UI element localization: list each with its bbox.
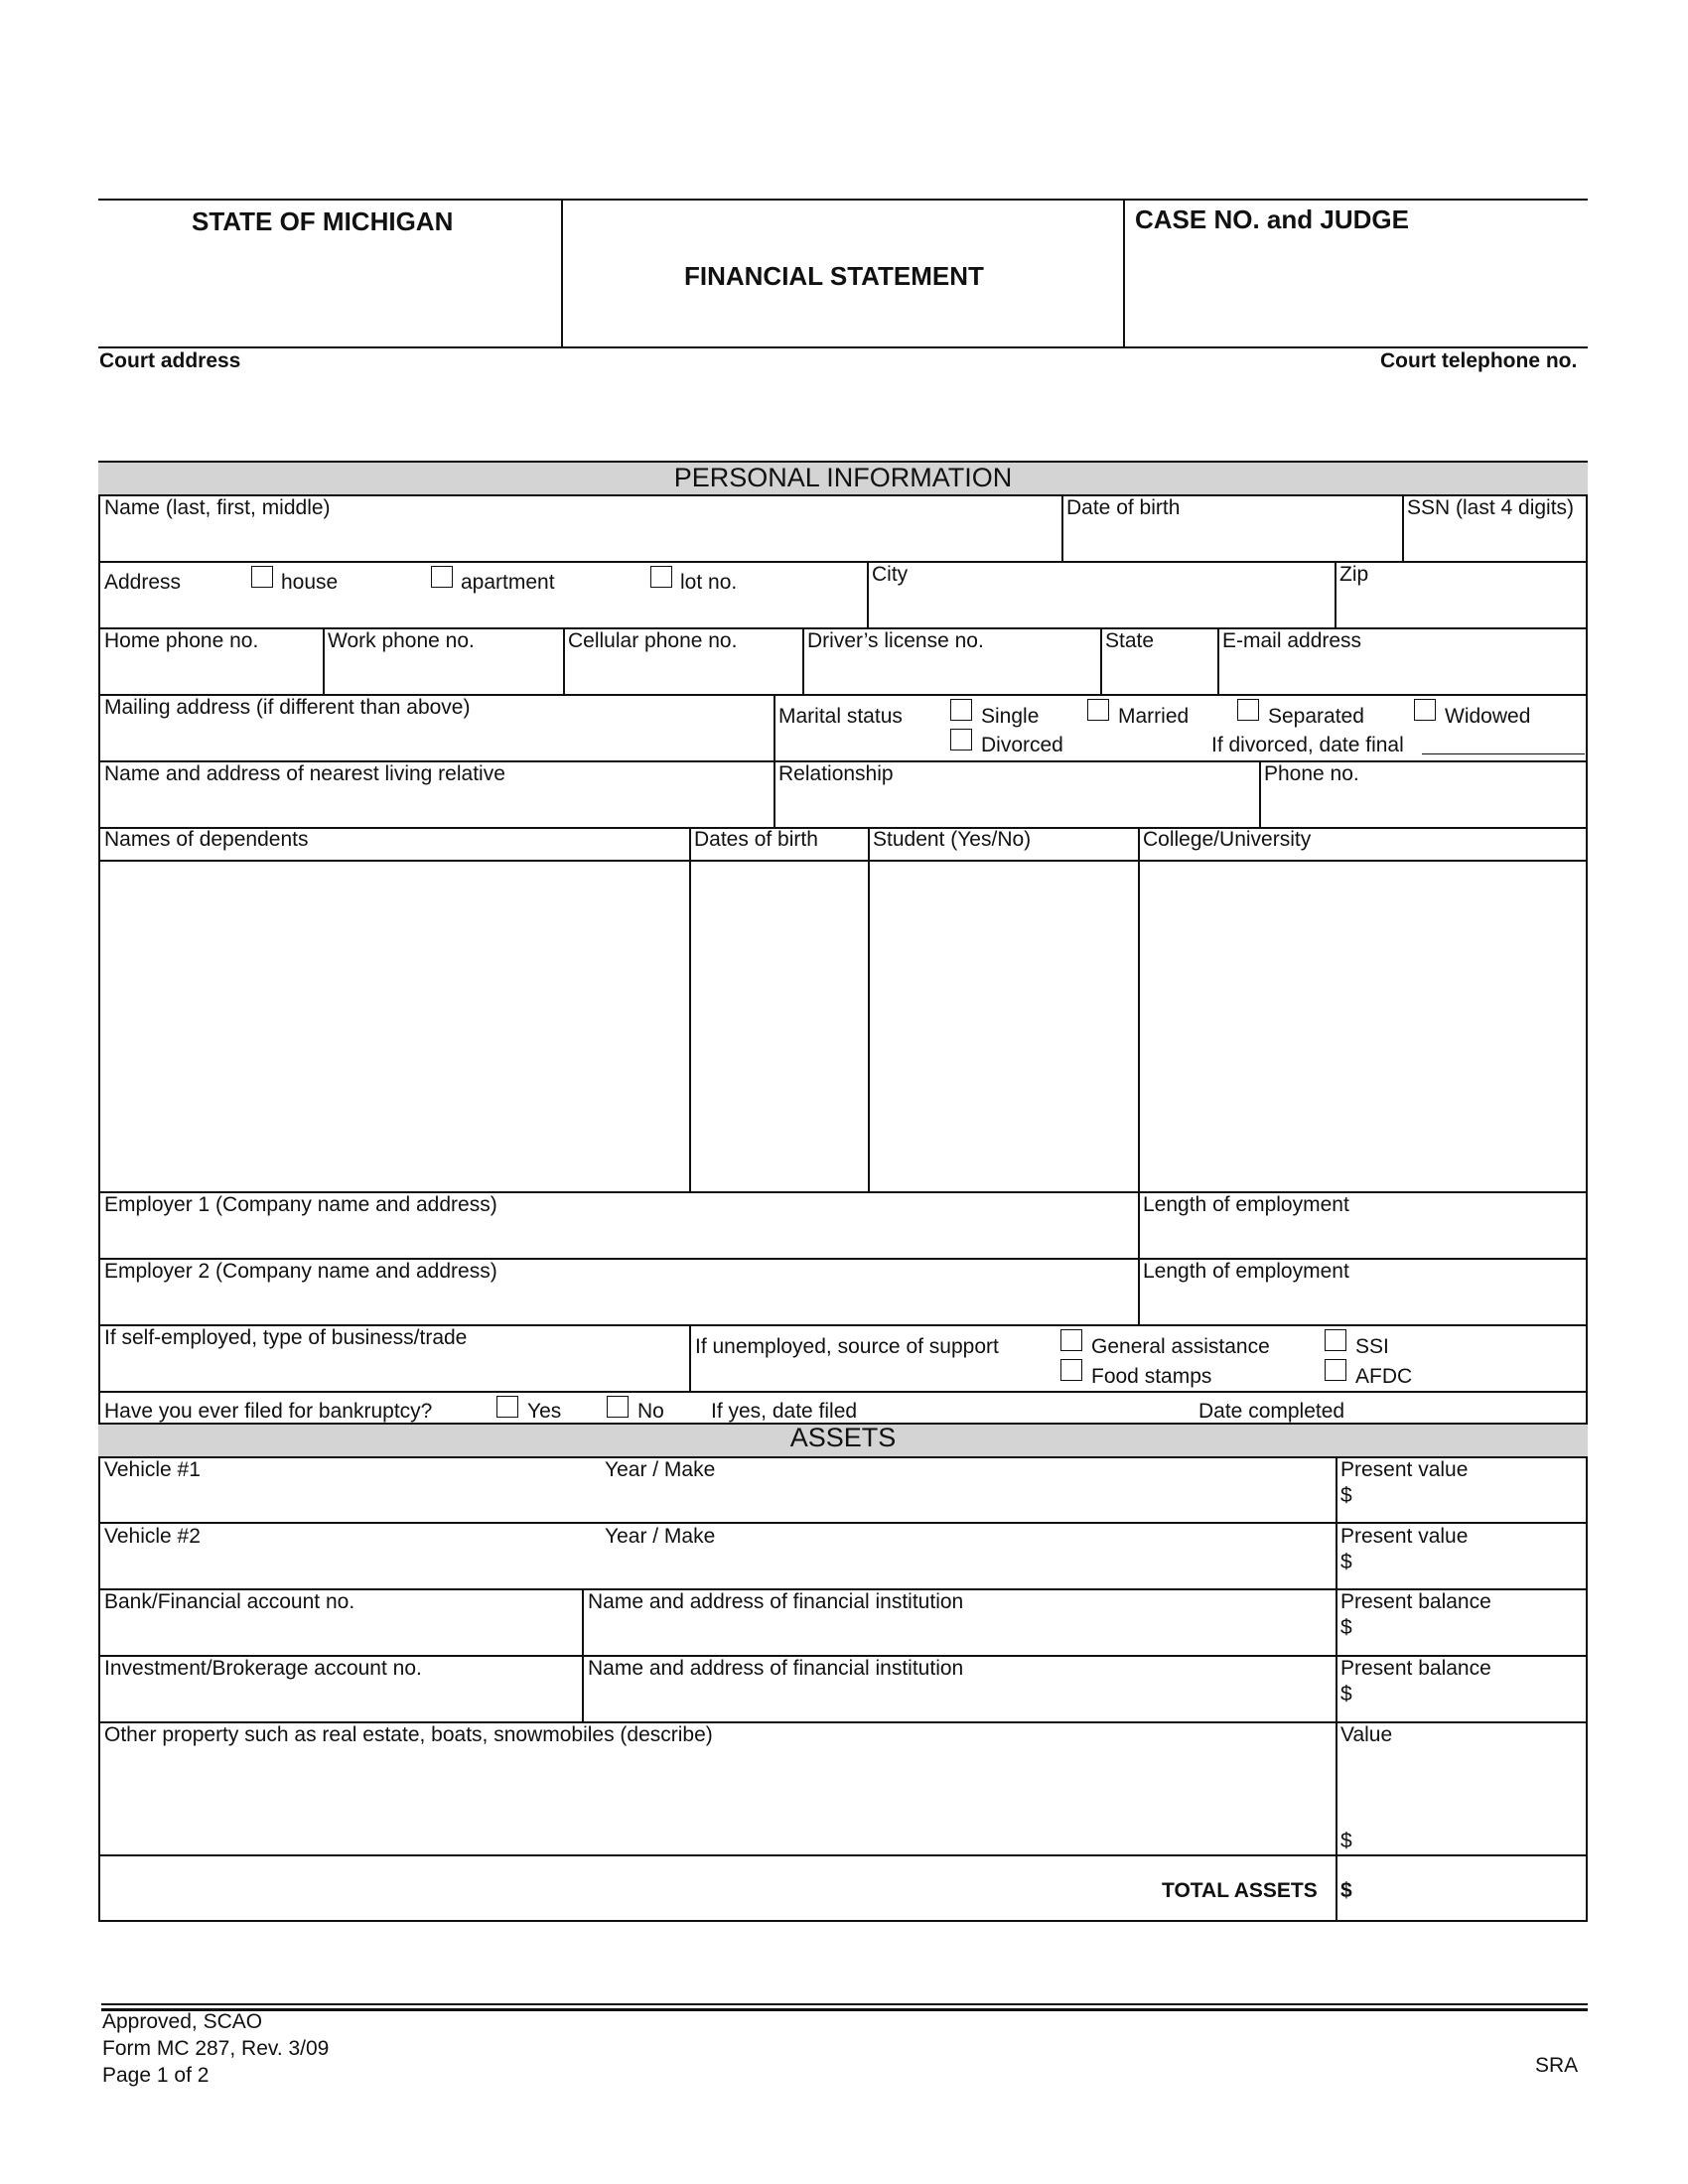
investment-dollar[interactable]: $ <box>1340 1683 1352 1706</box>
home-phone-field[interactable]: Home phone no. <box>104 629 259 652</box>
apartment-label: apartment <box>461 571 555 594</box>
zip-field[interactable]: Zip <box>1339 563 1369 586</box>
vehicle2-field[interactable]: Vehicle #2 <box>104 1525 201 1548</box>
lot-label: lot no. <box>680 571 738 594</box>
relationship-field[interactable]: Relationship <box>778 762 894 785</box>
sra-label: SRA <box>1535 2054 1579 2077</box>
vehicle1-field[interactable]: Vehicle #1 <box>104 1458 201 1481</box>
vehicle2-dollar[interactable]: $ <box>1340 1551 1352 1573</box>
self-employed-field[interactable]: If self-employed, type of business/trade <box>104 1326 468 1349</box>
bankruptcy-label: Have you ever filed for bankruptcy? <box>104 1400 433 1423</box>
divorced-label: Divorced <box>981 734 1063 756</box>
ssi-checkbox[interactable] <box>1325 1329 1346 1351</box>
bank-account-field[interactable]: Bank/Financial account no. <box>104 1590 355 1613</box>
employer1-length-field[interactable]: Length of employment <box>1143 1193 1349 1216</box>
other-property-value-label: Value <box>1340 1723 1393 1746</box>
food-stamps-label: Food stamps <box>1091 1365 1212 1388</box>
work-phone-field[interactable]: Work phone no. <box>328 629 475 652</box>
marital-status-label: Marital status <box>778 705 903 728</box>
cell-phone-field[interactable]: Cellular phone no. <box>568 629 738 652</box>
widowed-label: Widowed <box>1445 705 1531 728</box>
name-field[interactable]: Name (last, first, middle) <box>104 496 331 519</box>
relative-field[interactable]: Name and address of nearest living relative <box>104 762 505 785</box>
total-assets-dollar[interactable]: $ <box>1340 1879 1352 1902</box>
vehicle2-value-label: Present value <box>1340 1525 1469 1548</box>
address-label: Address <box>104 571 182 594</box>
case-judge-label: CASE NO. and JUDGE <box>1135 205 1409 234</box>
married-checkbox[interactable] <box>1087 699 1109 721</box>
bank-balance-label: Present balance <box>1340 1590 1491 1613</box>
vehicle1-value-label: Present value <box>1340 1458 1469 1481</box>
total-assets-label: TOTAL ASSETS <box>1162 1879 1318 1902</box>
ssi-label: SSI <box>1355 1335 1389 1358</box>
college-header: College/University <box>1143 828 1312 851</box>
ssn-field[interactable]: SSN (last 4 digits) <box>1407 496 1575 519</box>
court-telephone-label: Court telephone no. <box>1380 349 1578 372</box>
dependents-college-area[interactable] <box>1141 863 1584 1190</box>
student-header: Student (Yes/No) <box>873 828 1032 851</box>
unemployed-label: If unemployed, source of support <box>695 1335 999 1358</box>
divorced-checkbox[interactable] <box>950 729 972 751</box>
court-address-label: Court address <box>99 349 241 372</box>
page-number-label: Page 1 of 2 <box>102 2064 210 2087</box>
married-label: Married <box>1118 705 1190 728</box>
general-assistance-checkbox[interactable] <box>1060 1329 1082 1351</box>
bankruptcy-no-checkbox[interactable] <box>607 1396 629 1418</box>
other-property-dollar[interactable]: $ <box>1340 1830 1352 1852</box>
drivers-license-field[interactable]: Driver’s license no. <box>807 629 984 652</box>
dob-field[interactable]: Date of birth <box>1066 496 1181 519</box>
bankruptcy-no-label: No <box>637 1400 664 1423</box>
investment-account-field[interactable]: Investment/Brokerage account no. <box>104 1657 422 1680</box>
employer2-field[interactable]: Employer 2 (Company name and address) <box>104 1260 497 1283</box>
state-title: STATE OF MICHIGAN <box>192 206 454 236</box>
bank-dollar[interactable]: $ <box>1340 1616 1352 1639</box>
dependents-dob-header: Dates of birth <box>694 828 818 851</box>
mailing-address-field[interactable]: Mailing address (if different than above) <box>104 696 471 719</box>
investment-institution-field[interactable]: Name and address of financial institution <box>588 1657 964 1680</box>
investment-balance-label: Present balance <box>1340 1657 1491 1680</box>
lot-checkbox[interactable] <box>650 566 672 588</box>
general-assistance-label: General assistance <box>1091 1335 1270 1358</box>
dependents-header: Names of dependents <box>104 828 309 851</box>
city-field[interactable]: City <box>872 563 909 586</box>
employer1-field[interactable]: Employer 1 (Company name and address) <box>104 1193 497 1216</box>
divorce-date-label: If divorced, date final <box>1211 734 1404 756</box>
house-checkbox[interactable] <box>251 566 273 588</box>
email-field[interactable]: E-mail address <box>1222 629 1362 652</box>
house-label: house <box>281 571 339 594</box>
bankruptcy-yes-checkbox[interactable] <box>496 1396 518 1418</box>
separated-label: Separated <box>1268 705 1364 728</box>
dependents-student-area[interactable] <box>871 863 1136 1190</box>
dependents-names-area[interactable] <box>101 863 687 1190</box>
form-title: FINANCIAL STATEMENT <box>684 261 984 291</box>
assets-title: ASSETS <box>789 1423 897 1452</box>
vehicle1-dollar[interactable]: $ <box>1340 1484 1352 1507</box>
vehicle1-year-make[interactable]: Year / Make <box>605 1458 716 1481</box>
relative-phone-field[interactable]: Phone no. <box>1264 762 1359 785</box>
apartment-checkbox[interactable] <box>431 566 453 588</box>
afdc-checkbox[interactable] <box>1325 1359 1346 1381</box>
food-stamps-checkbox[interactable] <box>1060 1359 1082 1381</box>
state-field[interactable]: State <box>1105 629 1155 652</box>
other-property-field[interactable]: Other property such as real estate, boats, snowmobiles (describe) <box>104 1723 713 1746</box>
personal-info-title: PERSONAL INFORMATION <box>673 463 1013 492</box>
single-checkbox[interactable] <box>950 699 972 721</box>
bankruptcy-yes-label: Yes <box>527 1400 562 1423</box>
separated-checkbox[interactable] <box>1237 699 1259 721</box>
afdc-label: AFDC <box>1355 1365 1413 1388</box>
approved-label: Approved, SCAO <box>102 2010 263 2033</box>
widowed-checkbox[interactable] <box>1414 699 1436 721</box>
divorce-date-line[interactable] <box>1422 753 1585 754</box>
single-label: Single <box>981 705 1040 728</box>
employer2-length-field[interactable]: Length of employment <box>1143 1260 1349 1283</box>
form-number-label: Form MC 287, Rev. 3/09 <box>102 2037 330 2060</box>
dependents-dob-area[interactable] <box>692 863 866 1190</box>
date-filed-label[interactable]: If yes, date filed <box>711 1400 858 1423</box>
vehicle2-year-make[interactable]: Year / Make <box>605 1525 716 1548</box>
date-completed-label[interactable]: Date completed <box>1198 1400 1345 1423</box>
bank-institution-field[interactable]: Name and address of financial institution <box>588 1590 964 1613</box>
